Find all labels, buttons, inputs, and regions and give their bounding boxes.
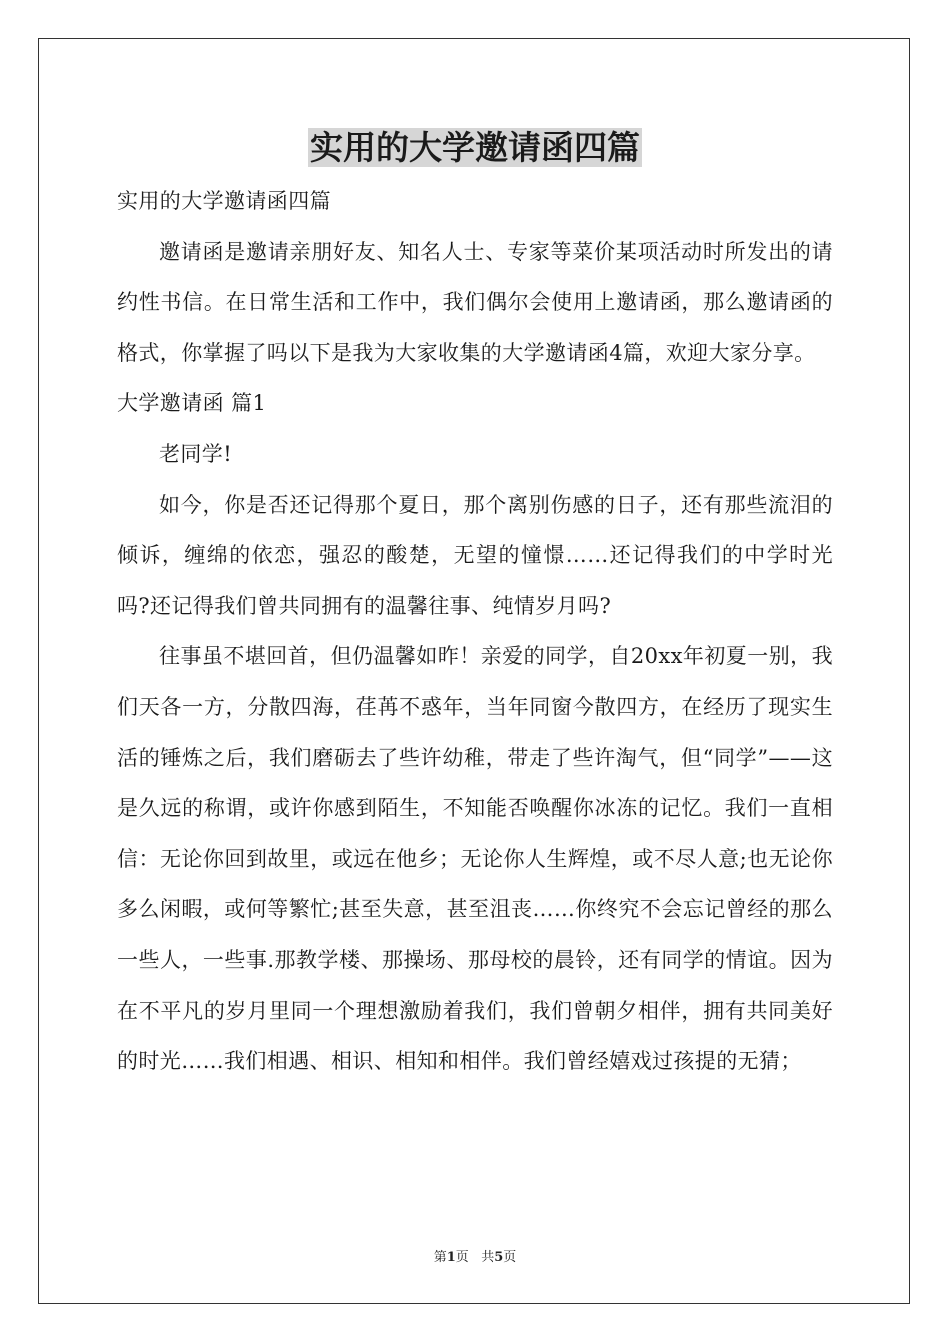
page-footer — [0, 1246, 950, 1265]
body-paragraph: 如今，你是否还记得那个夏日，那个离别伤感的日子，还有那些流泪的倾诉，缠绵的依恋，强忍的酸楚，无望的憧憬……还记得我们的中学时光吗?还记得我们曾共同拥有的温馨往事、纯情岁月吗? — [117, 492, 833, 618]
page-prefix: 第 — [433, 1250, 447, 1265]
total-prefix: 共 — [481, 1250, 495, 1265]
page-unit: 页 — [455, 1250, 469, 1265]
total-pages-number: 5 — [494, 1250, 504, 1265]
section-heading: 大学邀请函 篇1 — [117, 391, 267, 416]
title-text: 实用的大学邀请函四篇 — [310, 128, 640, 167]
current-page-number: 1 — [446, 1250, 456, 1265]
document-subtitle: 实用的大学邀请函四篇 — [117, 189, 331, 213]
document-body — [117, 176, 833, 1087]
total-unit: 页 — [503, 1250, 517, 1265]
intro-paragraph: 邀请函是邀请亲朋好友、知名人士、专家等菜价某项活动时所发出的请约性书信。在日常生活和工作中，我们偶尔会使用上邀请函，那么邀请函的格式，你掌握了吗以下是我为大家收集的大学邀请函4篇，欢迎大家分享。 — [117, 239, 833, 365]
salutation: 老同学! — [159, 441, 233, 466]
document-title — [0, 126, 950, 170]
body-paragraph: 往事虽不堪回首，但仍温馨如昨！亲爱的同学，自20xx年初夏一别，我们天各一方，分散四海，荏苒不惑年，当年同窗今散四方，在经历了现实生活的锤炼之后，我们磨砺去了些许幼稚，带走了些许淘气，但“同学”——这是久远的称谓，或许你感到陌生，不知能否唤醒你冰冻的记忆。我们一直相信：无论你回到故里，或远在他乡；无论你人生辉煌，或不尽人意;也无论你多么闲暇，或何等繁忙;甚至失意，甚至沮丧……你终究不会忘记曾经的那么一些人，一些事.那教学楼、那操场、那母校的晨铃，还有同学的情谊。因为在不平凡的岁月里同一个理想激励着我们，我们曾朝夕相伴，拥有共同美好的时光……我们相遇、相识、相知和相伴。我们曾经嬉戏过孩提的无猜； — [117, 644, 833, 1074]
